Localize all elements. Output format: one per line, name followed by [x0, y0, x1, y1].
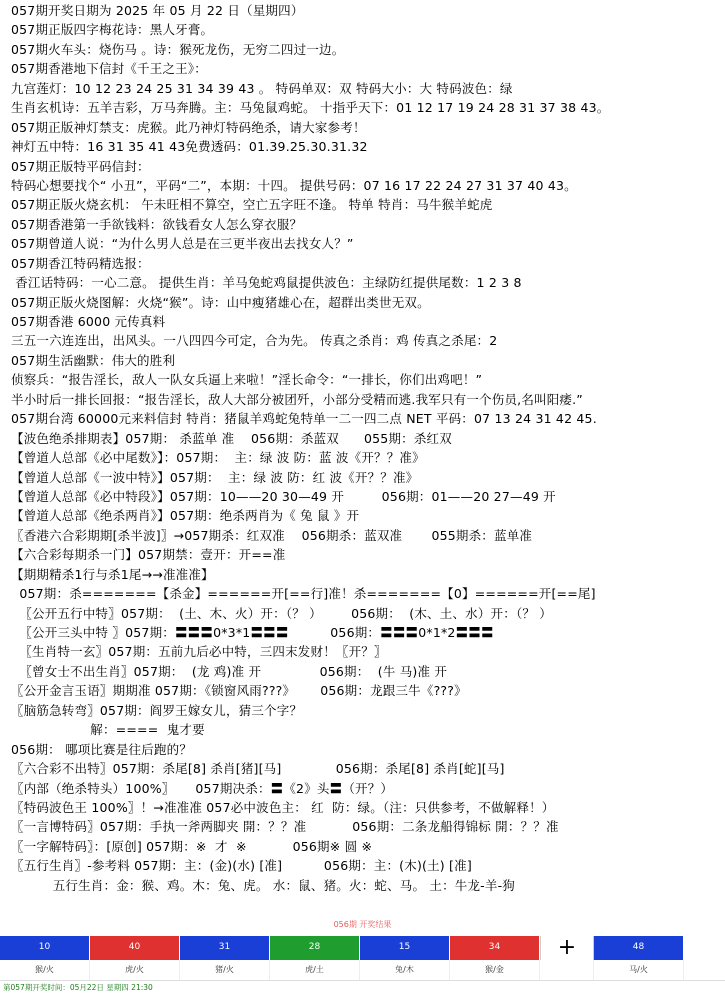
result-balls-bar [0, 936, 725, 960]
text-line: 【曾道人总部《必中尾数》】：057期： 主：绿 波 防：蓝 波《开？？准》 [11, 450, 425, 466]
text-line: 057期：杀=======【杀金】======开[==行]准！杀=======【0】======开[==尾] [11, 586, 596, 602]
text-line: 〖一字解特码〗：[原创] 057期：※ 才 ※ 056期※ 圆 ※ [11, 838, 373, 854]
text-line: 〖曾女士不出生肖〗057期： (龙 鸡)准 开 056期： (牛 马)准 开 [11, 663, 448, 679]
draw-time-footer: 第057期开奖时间：05月22日 星期四 21:30 [3, 983, 153, 992]
text-line: 【期期精杀1行与杀1尾→→准准准】 [11, 566, 214, 582]
text-line: 【波色绝杀排期表】057期： 杀蓝单 准 056期：杀蓝双 055期：杀红双 [11, 430, 452, 446]
text-line: 057期正版火烧玄机： 午未旺相不算空，空亡五字旺不逢。 特单 特肖：马牛猴羊蛇虎 [11, 197, 493, 213]
text-line: 〖六合彩不出特〗057期：杀尾[8] 杀肖[猪][马] 056期：杀尾[8] 杀肖[蛇][马] [11, 761, 505, 777]
text-line: 〖特码波色王 100%〗！→准准准 057必中波色主： 红 防：绿。（注：只供参考，不做解释！） [11, 799, 555, 815]
zodiac-2: 虎/火 [90, 960, 180, 980]
text-line: 056期： 哪项比赛是往后跑的？ [11, 741, 193, 757]
text-line: 〖脑筋急转弯〗057期：阎罗王嫁女儿，猜三个字？ [11, 702, 303, 718]
text-line: 057期香港地下信封《千王之王》： [11, 61, 208, 77]
ball-1: 10 [0, 936, 90, 960]
special-ball: 48 [594, 936, 684, 960]
text-line: 五行生肖：金：猴、鸡。木：兔、虎。 水：鼠、猪。火：蛇、马。 土：牛龙-羊-狗 [11, 877, 516, 893]
text-line: 特码心想要找个“ 小丑”，平码“二”，本期：十四。 提供号码：07 16 17 22 24 27 31 37 40 43。 [11, 177, 577, 193]
text-line: 生肖玄机诗：五羊吉彩，万马奔腾。主：马兔鼠鸡蛇。 十指乎天下：01 12 17 19 24 28 31 37 38 43。 [11, 100, 610, 116]
zodiac-6: 猴/金 [450, 960, 540, 980]
loading-results: 056期 开奖结果 [333, 920, 392, 929]
text-line: 057期曾道人说：“为什么男人总是在三更半夜出去找女人？” [11, 236, 354, 252]
text-line: 057期正版特平码信封： [11, 158, 150, 174]
zodiac-4: 虎/土 [270, 960, 360, 980]
text-line: 057期正版火烧图解：火烧“猴”。诗：山中瘦猪雄心在，超群出类世无双。 [11, 294, 430, 310]
text-line: 057期香港第一手欲钱料：欲钱看女人怎么穿衣服？ [11, 216, 303, 232]
text-line: 香江话特码：一心二意。 提供生肖：羊马兔蛇鸡鼠提供波色：主绿防红提供尾数：1 2 3 8 [11, 275, 522, 291]
plus-icon: + [540, 936, 594, 960]
text-line: 〖五行生肖〗-参考料 057期：主：(金)(水) [准] 056期：主：(木)(土) [准] [11, 858, 472, 874]
text-line: 神灯五中特：16 31 35 41 43免费透码：01.39.25.30.31.32 [11, 139, 368, 155]
ball-4: 28 [270, 936, 360, 960]
document-body [11, 1, 723, 895]
text-line: 〖公开金言玉语〗期期准 057期：《锁窗风雨???》 056期：龙跟三牛《???》 [11, 683, 467, 699]
text-line: 057期正版四字梅花诗：黑人牙膏。 [11, 22, 214, 38]
text-line: 【曾道人总部《必中特段》】057期：10——20 30—49 开 056期：01——20 27—49 开 [11, 488, 556, 504]
text-line: 〖生肖特一玄〗057期：五前九后必中特，三四末发财！〖开？〗 [11, 644, 387, 660]
zodiac-3: 猪/火 [180, 960, 270, 980]
text-line: 057期火车头：烧伤马 。诗：猴死龙伤，无穷二四过一边。 [11, 41, 345, 57]
zodiac-row [0, 960, 725, 981]
text-line: 【曾道人总部《一波中特》】057期： 主：绿 波 防：红 波《开？？准》 [11, 469, 419, 485]
text-line: 057期香港 6000 元传真料 [11, 314, 166, 329]
text-line: 057期台湾 60000元来料信封 特肖：猪鼠羊鸡蛇兔特单一二一四二点 NET 平码：07 13 24 31 42 45. [11, 411, 597, 427]
zodiac-spacer [540, 960, 594, 980]
zodiac-5: 兔/木 [360, 960, 450, 980]
text-line: 〖内部（绝杀特头）100%〗 057期决杀：〓《2》头〓（开？） [11, 780, 394, 796]
text-line: 九宫莲灯：10 12 23 24 25 31 34 39 43 。 特码单双：双 特码大小：大 特码波色：绿 [11, 80, 513, 96]
zodiac-1: 猴/火 [0, 960, 90, 980]
text-line: 半小时后一排长回报：“报告淫长，敌人大部分被团歼，小部分受精而逃.我军只有一个伤员,名叫阳痿.” [11, 391, 583, 407]
zodiac-special: 马/火 [594, 960, 684, 980]
text-line: 057期开奖日期为 2025 年 05 月 22 日（星期四） [11, 3, 304, 18]
text-line: 侦察兵：“报告淫长，敌人一队女兵逼上来啦！”淫长命令：“一排长，你们出鸡吧！” [11, 372, 483, 388]
text-line: 057期香江特码精选报： [11, 255, 150, 271]
text-line: 〖公开三头中特 〗057期：〓〓〓0*3*1〓〓〓 056期：〓〓〓0*1*2〓〓〓 [11, 625, 494, 640]
text-line: 【六合彩每期杀一门】057期禁：壹开：开==准 [11, 547, 286, 563]
ball-3: 31 [180, 936, 270, 960]
text-line: 【曾道人总部《绝杀两肖》】057期：绝杀两肖为《 兔 鼠 》开 [11, 508, 360, 524]
text-line: 〖香港六合彩期期[杀半波]〗→057期杀：红双准 056期杀：蓝双准 055期杀：蓝单准 [11, 527, 533, 543]
text-line: 〖公开五行中特〗057期： (土、木、火）开：（？ ） 056期： (木、土、水）开：（？ ） [11, 605, 552, 621]
text-line: 〖一言博特码〗057期：手执一斧两脚夹 開：？？准 056期：二条龙船得锦标 開：？？准 [11, 819, 559, 835]
text-line: 057期正版神灯禁支：虎猴。此乃神灯特码绝杀，请大家参考！ [11, 119, 366, 135]
text-line: 057期生活幽默：伟大的胜利 [11, 352, 176, 368]
ball-5: 15 [360, 936, 450, 960]
ball-6: 34 [450, 936, 540, 960]
text-line: 解：==== 鬼才要 [11, 722, 205, 738]
text-line: 三五一六连连出，出风头。一八四四今可定，合为先。 传真之杀肖：鸡 传真之杀尾：2 [11, 333, 498, 349]
ball-2: 40 [90, 936, 180, 960]
